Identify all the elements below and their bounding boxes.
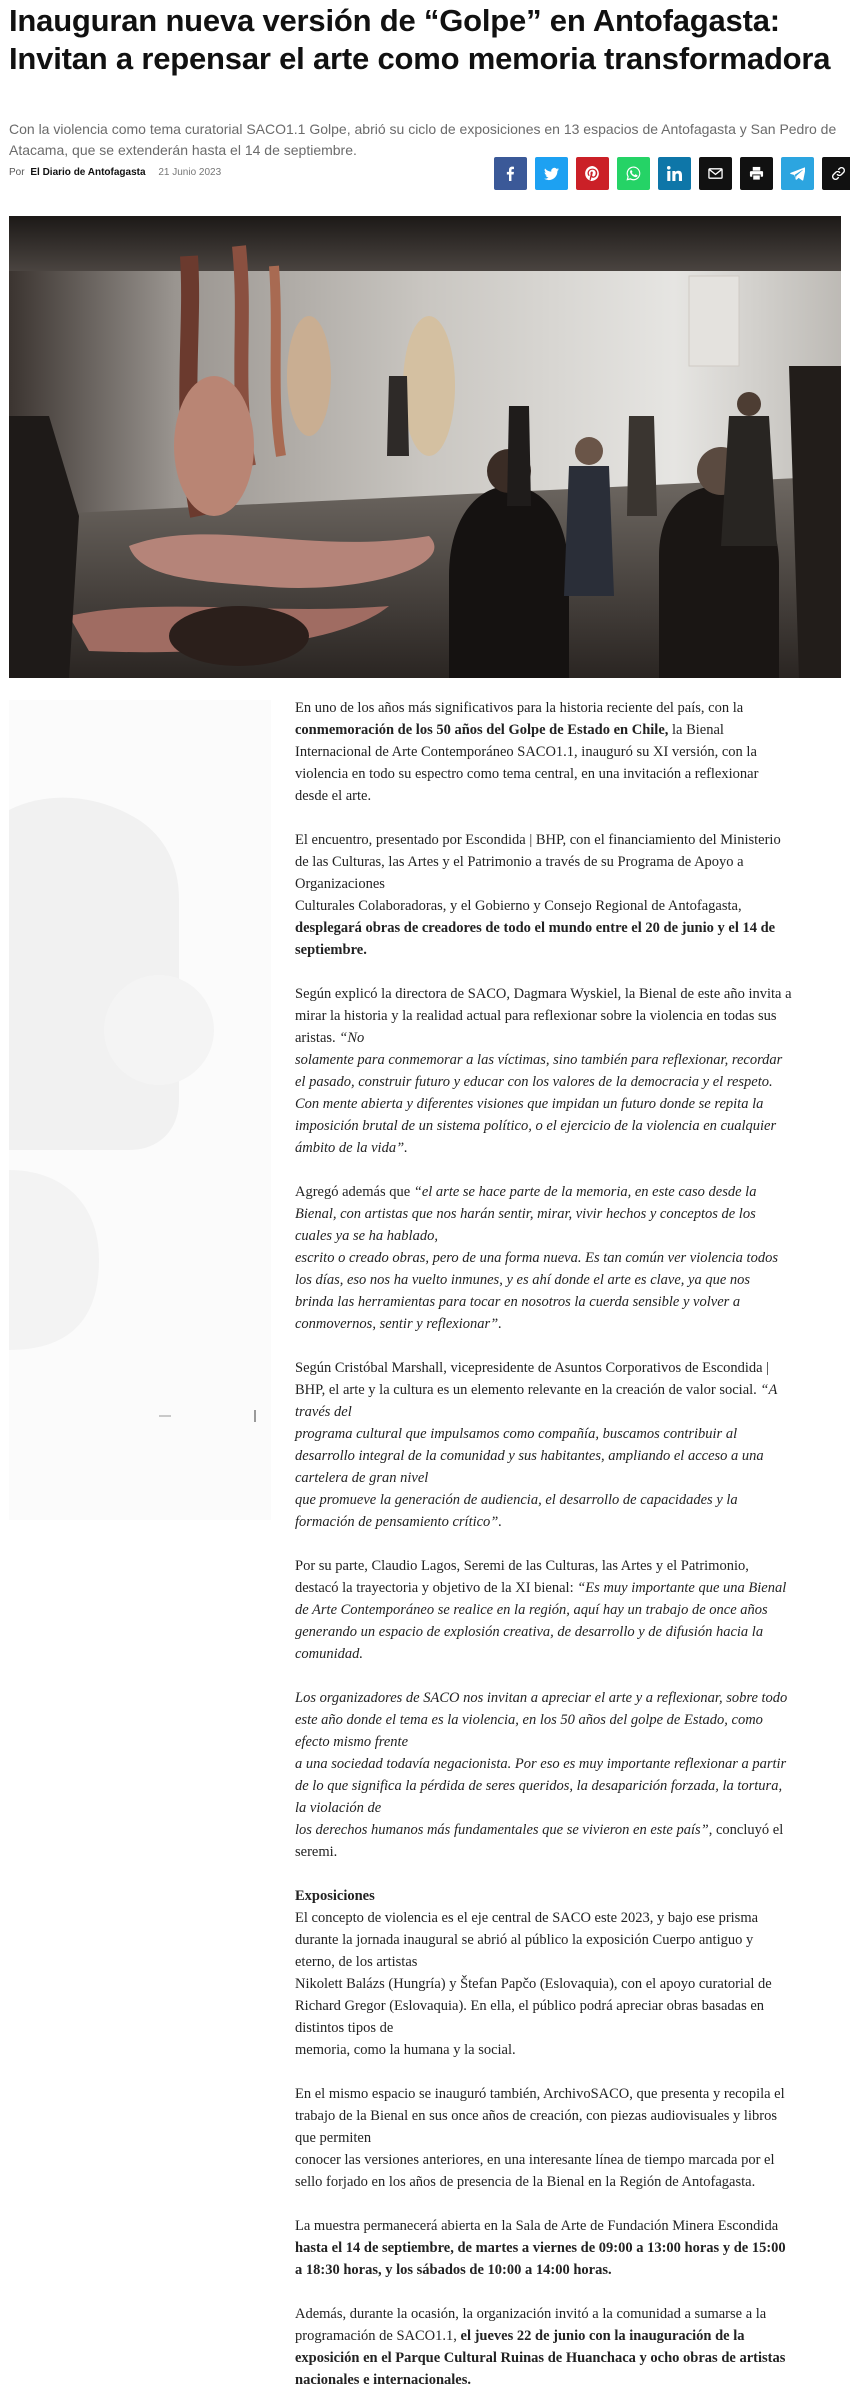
p3-line	[295, 1027, 841, 1049]
pinterest-icon	[585, 166, 600, 181]
p2-line: de las Culturas, las Artes y el Patrimonio a través de su Programa de Apoyo a	[295, 854, 744, 870]
p11-bold: nacionales e internacionales.	[295, 2372, 472, 2384]
p7-quote: efecto mismo frente	[295, 1734, 409, 1750]
paragraph-2	[295, 829, 841, 961]
publish-date: 21 Junio 2023	[158, 167, 222, 178]
p8-line: memoria, como la humana y la social.	[295, 2042, 516, 2058]
p3-quote: “No	[339, 1030, 365, 1046]
p5-line: Según Cristóbal Marshall, vicepresidente de Asuntos Corporativos de Escondida |	[295, 1360, 770, 1376]
paragraph-10	[295, 2215, 841, 2281]
copy-link-button[interactable]	[822, 157, 850, 190]
p3-quote: imposición brutal de un sistema político, o el ejercicio de la violencia en cualquier	[295, 1118, 777, 1134]
article-subtitle: Con la violencia como tema curatorial SACO1.1 Golpe, abrió su ciclo de exposiciones en 13 espacios de Antofagasta y San Pedro de Atacama, que se extenderán hasta el 14 de septiembre.	[9, 121, 837, 158]
p1-bold: conmemoración de los 50 años del Golpe de Estado en Chile,	[295, 722, 669, 738]
p11-bold: exposición en el Parque Cultural Ruinas de Huanchaca y ocho obras de artistas	[295, 2350, 786, 2366]
p8-line: Richard Gregor (Eslovaquia). En ella, el público podrá apreciar obras basadas en	[295, 1998, 765, 2014]
p1-line: desde el arte.	[295, 788, 372, 804]
p7-line: seremi.	[295, 1844, 338, 1860]
p11-line: Además, durante la ocasión, la organización invitó a la comunidad a sumarse a la	[295, 2306, 767, 2322]
p10-bold: hasta el 14 de septiembre, de martes a viernes de 09:00 a 13:00 horas y de 15:00	[295, 2240, 786, 2256]
section-heading: Exposiciones	[295, 1888, 375, 1904]
share-telegram-button[interactable]	[781, 157, 814, 190]
facebook-icon	[503, 166, 518, 181]
p1-text: la Bienal	[668, 722, 724, 738]
p8-line: El concepto de violencia es el eje central de SACO este 2023, y bajo ese prisma	[295, 1910, 759, 1926]
p1-line	[295, 719, 841, 741]
p5-quote: cartelera de gran nivel	[295, 1470, 429, 1486]
share-twitter-button[interactable]	[535, 157, 568, 190]
p5-quote: través del	[295, 1404, 352, 1420]
p10-bold: a 18:30 horas, y los sábados de 10:00 a 14:00 horas.	[295, 2262, 612, 2278]
share-bar	[494, 157, 850, 190]
p4-quote: Bienal, con artistas que nos harán sentir, mirar, vivir hechos y conceptos de los	[295, 1206, 756, 1222]
p5-quote: que promueve la generación de audiencia, el desarrollo de capacidades y la	[295, 1492, 738, 1508]
p2-bold: septiembre.	[295, 942, 367, 958]
paragraph-11	[295, 2303, 841, 2384]
link-icon	[831, 166, 846, 181]
paragraph-8	[295, 1885, 841, 2061]
telegram-icon	[790, 166, 805, 181]
p11-bold: el jueves 22 de junio con la inauguración de la	[460, 2328, 745, 2344]
twitter-icon	[544, 166, 559, 181]
p8-line: distintos tipos de	[295, 2020, 394, 2036]
paragraph-4	[295, 1181, 841, 1335]
p7-quote: a una sociedad todavía negacionista. Por eso es muy importante reflexionar a partir	[295, 1756, 787, 1772]
p7-quote: este año donde el tema es la violencia, en los 50 años del golpe de Estado, como	[295, 1712, 763, 1728]
p11-text: programación de SACO1.1,	[295, 2328, 461, 2344]
whatsapp-icon	[626, 166, 641, 181]
p5-quote: programa cultural que impulsamos como compañía, buscamos contribuir al	[295, 1426, 738, 1442]
p4-quote: cuales ya se ha hablado,	[295, 1228, 438, 1244]
share-facebook-button[interactable]	[494, 157, 527, 190]
share-email-button[interactable]	[699, 157, 732, 190]
p5-quote: formación de pensamiento crítico”.	[295, 1514, 503, 1530]
byline	[9, 167, 221, 178]
paragraph-1	[295, 697, 841, 807]
p3-line: Según explicó la directora de SACO, Dagmara Wyskiel, la Bienal de este año invita a	[295, 986, 792, 1002]
p6-text: destacó la trayectoria y objetivo de la XI bienal:	[295, 1580, 578, 1596]
p3-quote: ámbito de la vida”.	[295, 1140, 408, 1156]
p4-quote: escrito o creado obras, pero de una forma nueva. Es tan común ver violencia todos	[295, 1250, 778, 1266]
p4-quote: brinda las herramientas para tocar en nosotros la cuerda sensible y volver a	[295, 1294, 741, 1310]
p8-line: Nikolett Balázs (Hungría) y Štefan Papčo (Eslovaquia), con el apoyo curatorial de	[295, 1976, 772, 1992]
print-icon	[749, 166, 764, 181]
p6-quote: generando un espacio de explosión creativa, de desarrollo y de difusión hacia la	[295, 1624, 764, 1640]
p9-line: que permiten	[295, 2130, 372, 2146]
paragraph-5	[295, 1357, 841, 1533]
p1-line: En uno de los años más significativos para la historia reciente del país, con la	[295, 700, 744, 716]
p5-line	[295, 1379, 841, 1401]
p6-quote: “Es muy importante que una Bienal	[577, 1580, 787, 1596]
print-button[interactable]	[740, 157, 773, 190]
article-body	[295, 697, 841, 2384]
p7-quote: los derechos humanos más fundamentales que se vivieron en este país”	[295, 1822, 709, 1838]
ad-placeholder	[9, 700, 271, 1520]
p8-line: durante la jornada inaugural se abrió al público la exposición Cuerpo antiguo y	[295, 1932, 754, 1948]
share-pinterest-button[interactable]	[576, 157, 609, 190]
paragraph-3	[295, 983, 841, 1159]
p7-quote: Los organizadores de SACO nos invitan a apreciar el arte y a reflexionar, sobre todo	[295, 1690, 788, 1706]
share-whatsapp-button[interactable]	[617, 157, 650, 190]
p8-line: eterno, de los artistas	[295, 1954, 418, 1970]
p7-text: , concluyó el	[708, 1822, 784, 1838]
ad-graphic	[9, 700, 271, 1520]
p1-line: Internacional de Arte Contemporáneo SACO1.1, inauguró su XI versión, con la	[295, 744, 757, 760]
article-title: Inauguran nueva versión de “Golpe” en Antofagasta: Invitan a repensar el arte como memoria transformadora	[9, 3, 831, 76]
p6-line	[295, 1577, 841, 1599]
article-photo	[9, 216, 841, 678]
p7-line	[295, 1819, 841, 1841]
p4-quote: “el arte se hace parte de la memoria, en este caso desde la	[413, 1184, 757, 1200]
p7-quote: de lo que significa la pérdida de seres queridos, la desaparición forzada, la tortura,	[295, 1778, 783, 1794]
share-linkedin-button[interactable]	[658, 157, 691, 190]
paragraph-6	[295, 1555, 841, 1665]
p5-quote: desarrollo integral de la comunidad y sus habitantes, ampliando el acceso a una	[295, 1448, 764, 1464]
email-icon	[708, 166, 723, 181]
p9-line: trabajo de la Bienal en sus once años de creación, con piezas audiovisuales y libros	[295, 2108, 777, 2124]
p3-quote: Con mente abierta y diferentes visiones que impidan un futuro donde se repita la	[295, 1096, 764, 1112]
p6-line: Por su parte, Claudio Lagos, Seremi de las Culturas, las Artes y el Patrimonio,	[295, 1558, 749, 1574]
p9-line: conocer las versiones anteriores, en una interesante línea de tiempo marcada por el	[295, 2152, 775, 2168]
p7-quote: la violación de	[295, 1800, 382, 1816]
paragraph-9	[295, 2083, 841, 2193]
p6-quote: de Arte Contemporáneo se realice en la región, aquí hay un trabajo de once años	[295, 1602, 768, 1618]
linkedin-icon	[667, 166, 682, 181]
p2-line: Culturales Colaboradoras, y el Gobierno y Consejo Regional de Antofagasta,	[295, 898, 742, 914]
p2-line: El encuentro, presentado por Escondida | BHP, con el financiamiento del Ministerio	[295, 832, 781, 848]
p4-line	[295, 1181, 841, 1203]
p4-quote: los días, eso nos ha vuelto inmunes, y es ahí donde el arte es clave, ya que nos	[295, 1272, 751, 1288]
p2-bold: desplegará obras de creadores de todo el mundo entre el 20 de junio y el 14 de	[295, 920, 776, 936]
p11-line	[295, 2325, 841, 2347]
author-link[interactable]: El Diario de Antofagasta	[30, 167, 146, 178]
p4-text: Agregó además que	[295, 1184, 414, 1200]
p5-text: BHP, el arte y la cultura es un elemento relevante en la creación de valor social.	[295, 1382, 761, 1398]
p3-quote: solamente para conmemorar a las víctimas, sino también para reflexionar, recordar	[295, 1052, 783, 1068]
p3-quote: el pasado, construir futuro y educar con los valores de la democracia y el respeto.	[295, 1074, 773, 1090]
byline-prefix: Por	[9, 167, 25, 178]
p2-line: Organizaciones	[295, 876, 385, 892]
p3-text: aristas.	[295, 1030, 340, 1046]
p1-line: violencia en todo su espectro como tema central, en una invitación a reflexionar	[295, 766, 759, 782]
p6-quote: comunidad.	[295, 1646, 364, 1662]
p3-line: mirar la historia y la realidad actual para reflexionar sobre la violencia en todas sus	[295, 1008, 777, 1024]
paragraph-7	[295, 1687, 841, 1863]
p4-quote: conmovernos, sentir y reflexionar”.	[295, 1316, 502, 1332]
p5-quote: “A	[760, 1382, 778, 1398]
p9-line: sello forjado en los años de presencia de la Bienal en la Región de Antofagasta.	[295, 2174, 756, 2190]
p9-line: En el mismo espacio se inauguró también, ArchivoSACO, que presenta y recopila el	[295, 2086, 785, 2102]
p10-line: La muestra permanecerá abierta en la Sala de Arte de Fundación Minera Escondida	[295, 2218, 779, 2234]
gallery-photo-illustration	[9, 216, 841, 678]
